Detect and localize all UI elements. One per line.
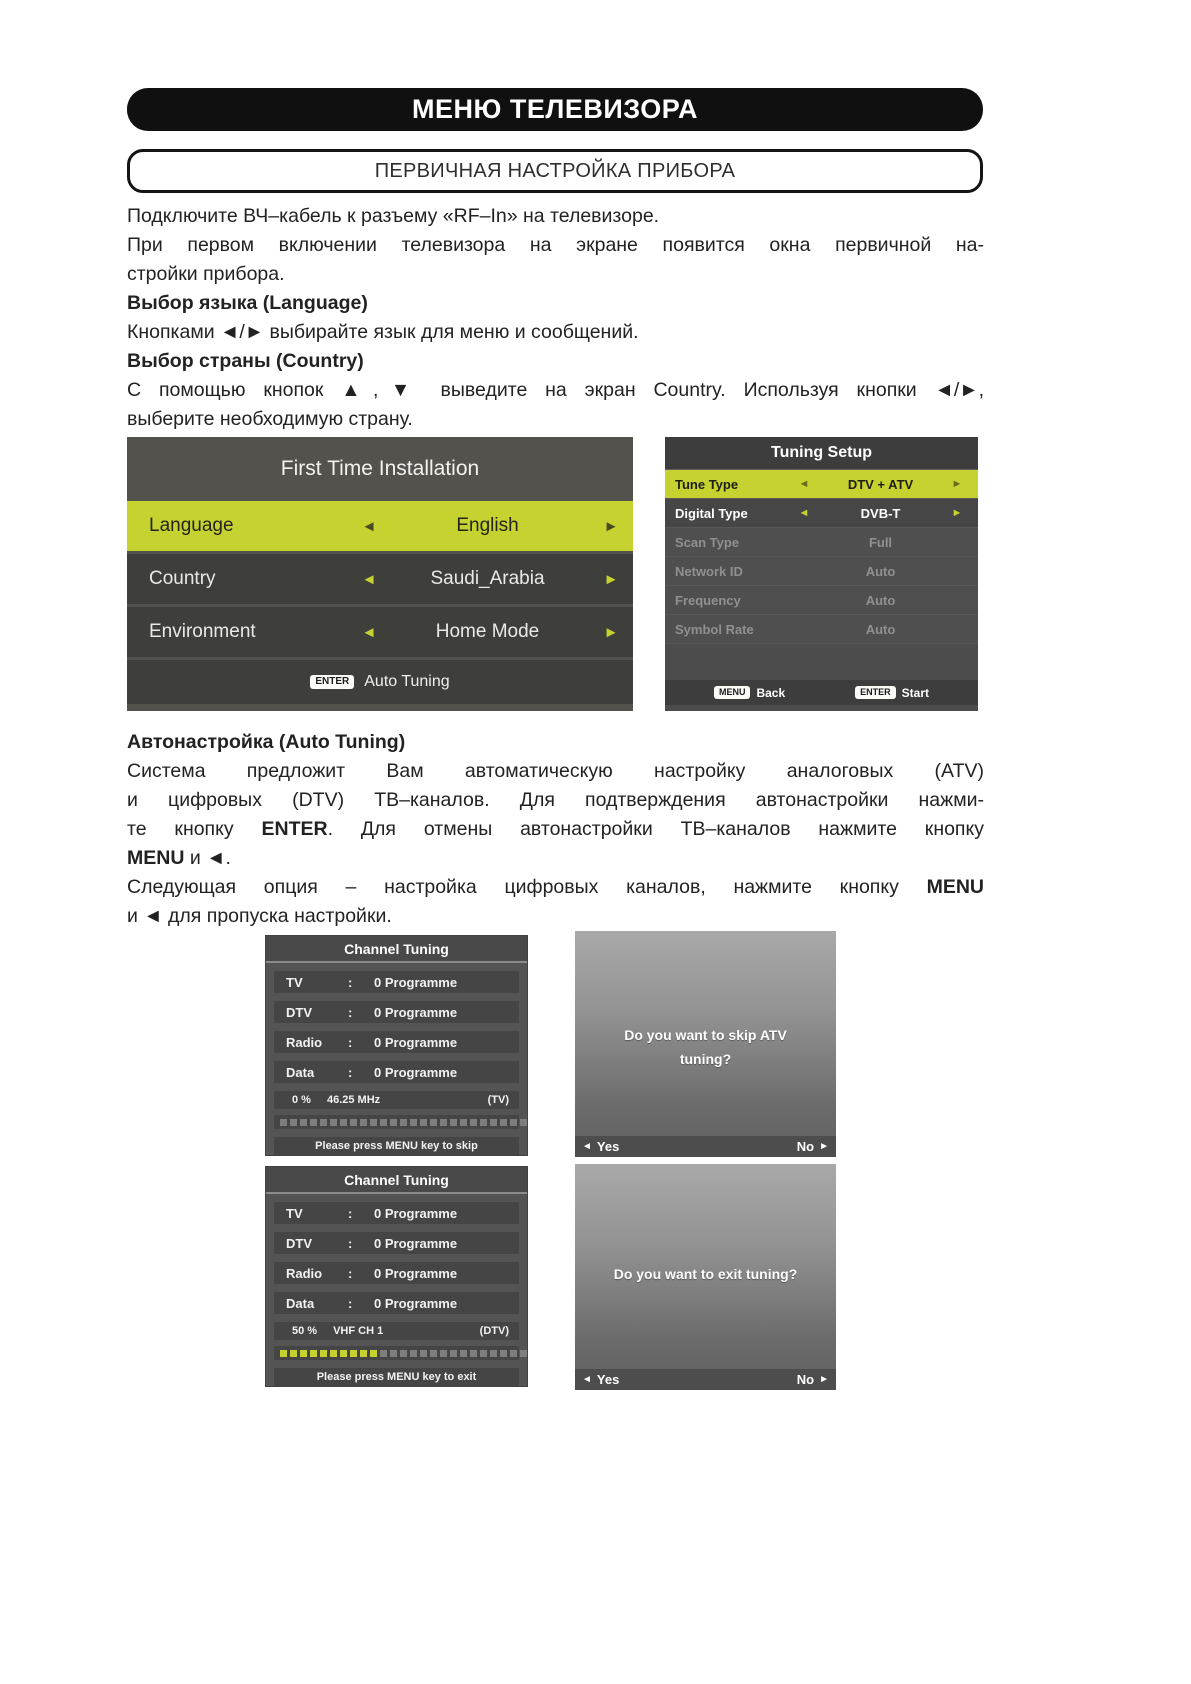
count-row-dtv [274,1232,519,1254]
progress-frequency: 46.25 MHz [326,1094,381,1106]
question-line: Do you want to exit tuning? [613,1266,798,1282]
back-label: Back [756,685,786,700]
tuning-setup-title: Tuning Setup [665,437,978,470]
auto-tuning-heading: Автонастройка (Auto Tuning) [127,731,406,753]
row-value: Auto [865,592,896,608]
menu-row-country[interactable] [127,554,633,604]
no-option[interactable] [797,1372,829,1387]
row-value: Home Mode [435,621,540,642]
arrow-right-icon: ► [819,1374,829,1385]
channel-counts [266,1194,527,1314]
channel-tuning-title: Channel Tuning [266,936,527,963]
count-row-radio [274,1031,519,1053]
menu-row-frequency [665,586,978,615]
enter-key-badge: ENTER [310,675,354,689]
menu-row-digital-type[interactable] [665,499,978,528]
row-label: TV [286,974,303,990]
yes-label: Yes [596,1372,620,1387]
arrow-right-icon[interactable]: ► [603,623,619,641]
row-label: Country [149,568,216,589]
no-label: No [796,1372,815,1387]
row-value: 0 Programme [374,1295,458,1311]
dialog-question [575,1262,836,1286]
row-label: Tune Type [675,476,739,492]
language-heading: Выбор языка (Language) [127,292,368,314]
row-value: 0 Programme [374,1004,458,1020]
row-value: 0 Programme [374,1235,458,1251]
arrow-left-icon[interactable]: ◄ [361,570,377,588]
channel-tuning-title: Channel Tuning [266,1167,527,1194]
row-label: Digital Type [675,505,748,521]
row-label: DTV [286,1235,312,1251]
row-value: 0 Programme [374,1265,458,1281]
row-separator: : [348,1235,353,1251]
section-title-box [127,149,983,193]
progress-frequency: VHF CH 1 [333,1325,384,1337]
exit-hint: Please press MENU key to exit [274,1368,519,1386]
count-row-tv [274,1202,519,1224]
arrow-left-icon: ◄ [582,1141,592,1152]
country-heading: Выбор страны (Country) [127,350,364,372]
row-value: Saudi_Arabia [430,568,545,589]
arrow-left-icon[interactable]: ◄ [798,507,810,519]
progress-mode: (TV) [487,1094,509,1106]
arrow-left-icon[interactable]: ◄ [798,478,810,490]
channel-counts [266,963,527,1083]
intro-text [127,202,984,434]
row-label: DTV [286,1004,312,1020]
count-row-tv [274,971,519,993]
page-title: МЕНЮ ТЕЛЕВИЗОРА [412,94,698,124]
no-option[interactable] [797,1139,829,1154]
auto-tuning-paragraph-1: Система предложит Вам автоматическую настройку аналоговых (ATV) и цифровых (DTV) ТВ–каналов. Для подтверждения автонастройки нажми- те кнопку ENTER. Для отмены автонастройки ТВ–каналов нажмите кнопку MENU и ◄. [127,760,984,869]
row-value: DTV + ATV [847,476,914,492]
intro-line-1: Подключите ВЧ–кабель к разъему «RF–In» на телевизоре. [127,205,660,227]
progress-status [274,1091,519,1109]
row-label: Symbol Rate [675,621,754,637]
row-value: 0 Programme [374,974,458,990]
progress-bar [274,1346,519,1360]
menu-row-symbol-rate [665,615,978,644]
count-row-radio [274,1262,519,1284]
row-label: Network ID [675,563,743,579]
count-row-data [274,1061,519,1083]
arrow-right-icon[interactable]: ► [951,507,963,519]
row-separator: : [348,1295,353,1311]
arrow-right-icon[interactable]: ► [603,517,619,535]
row-separator: : [348,1004,353,1020]
row-value: 0 Programme [374,1034,458,1050]
menu-back-hint[interactable] [714,686,785,700]
skip-hint: Please press MENU key to skip [274,1137,519,1155]
yes-option[interactable] [582,1139,619,1154]
row-value: DVB-T [860,505,901,521]
row-value: Auto [865,621,896,637]
auto-tuning-text [127,728,984,931]
menu-row-network-id [665,557,978,586]
arrow-left-icon: ◄ [582,1374,592,1385]
row-value: English [456,515,519,536]
count-row-data [274,1292,519,1314]
arrow-left-icon[interactable]: ◄ [361,623,377,641]
row-label: Frequency [675,592,741,608]
progress-percent: 0 % [292,1094,311,1106]
auto-tuning-paragraph-2: Следующая опция – настройка цифровых каналов, нажмите кнопку MENU и ◄ для пропуска настройки. [127,876,984,927]
channel-tuning-panel-2 [265,1166,528,1387]
enter-key-badge: ENTER [855,686,896,699]
progress-mode: (DTV) [479,1325,509,1337]
row-value: 0 Programme [374,1205,458,1221]
yes-option[interactable] [582,1372,619,1387]
arrow-right-icon[interactable]: ► [951,478,963,490]
channel-tuning-panel-1 [265,935,528,1156]
first-time-installation-panel [127,437,633,711]
dialog-options [575,1369,836,1390]
yes-label: Yes [596,1139,620,1154]
country-paragraph: С помощью кнопок ▲,▼ выведите на экран Country. Используя кнопки ◄/►, выберите необходимую страну. [127,379,984,430]
arrow-right-icon[interactable]: ► [603,570,619,588]
row-label: Data [286,1295,315,1311]
progress-status [274,1322,519,1340]
skip-atv-dialog [575,931,836,1157]
dialog-question [575,1023,836,1071]
fti-title: First Time Installation [280,457,480,480]
enter-start-hint[interactable] [855,686,929,700]
row-label: Radio [286,1265,323,1281]
exit-tuning-dialog [575,1164,836,1390]
row-label: Environment [149,621,256,642]
row-separator: : [348,1265,353,1281]
row-value: 0 Programme [374,1064,458,1080]
progress-percent: 50 % [292,1325,318,1337]
arrow-left-icon[interactable]: ◄ [361,517,377,535]
start-label: Start [901,685,930,700]
row-separator: : [348,1034,353,1050]
menu-row-environment[interactable] [127,607,633,657]
no-label: No [796,1139,815,1154]
tuning-setup-footer [665,680,978,705]
row-label: Scan Type [675,534,740,550]
menu-row-tune-type[interactable] [665,470,978,499]
question-line: tuning? [679,1051,732,1067]
page-title-bar [127,88,983,131]
row-label: Radio [286,1034,323,1050]
row-label: Data [286,1064,315,1080]
dialog-options [575,1136,836,1157]
question-line: Do you want to skip ATV [624,1027,787,1043]
setup-paragraph: При первом включении телевизора на экране появится окна первичной на- стройки прибора. [127,234,984,285]
language-instruction: Кнопками ◄/► выбирайте язык для меню и сообщений. [127,321,639,343]
menu-row-scan-type [665,528,978,557]
row-value: Full [868,534,893,550]
fti-footer-label: Auto Tuning [364,673,450,690]
fti-footer [127,660,633,704]
arrow-right-icon: ► [819,1141,829,1152]
menu-row-language[interactable] [127,501,633,551]
section-title: ПЕРВИЧНАЯ НАСТРОЙКА ПРИБОРА [374,159,736,182]
progress-bar [274,1115,519,1129]
row-label: Language [149,515,234,536]
count-row-dtv [274,1001,519,1023]
menu-key-badge: MENU [714,686,751,699]
row-separator: : [348,1205,353,1221]
row-value: Auto [865,563,896,579]
row-separator: : [348,974,353,990]
row-label: TV [286,1205,303,1221]
row-separator: : [348,1064,353,1080]
tuning-setup-panel [665,437,978,711]
